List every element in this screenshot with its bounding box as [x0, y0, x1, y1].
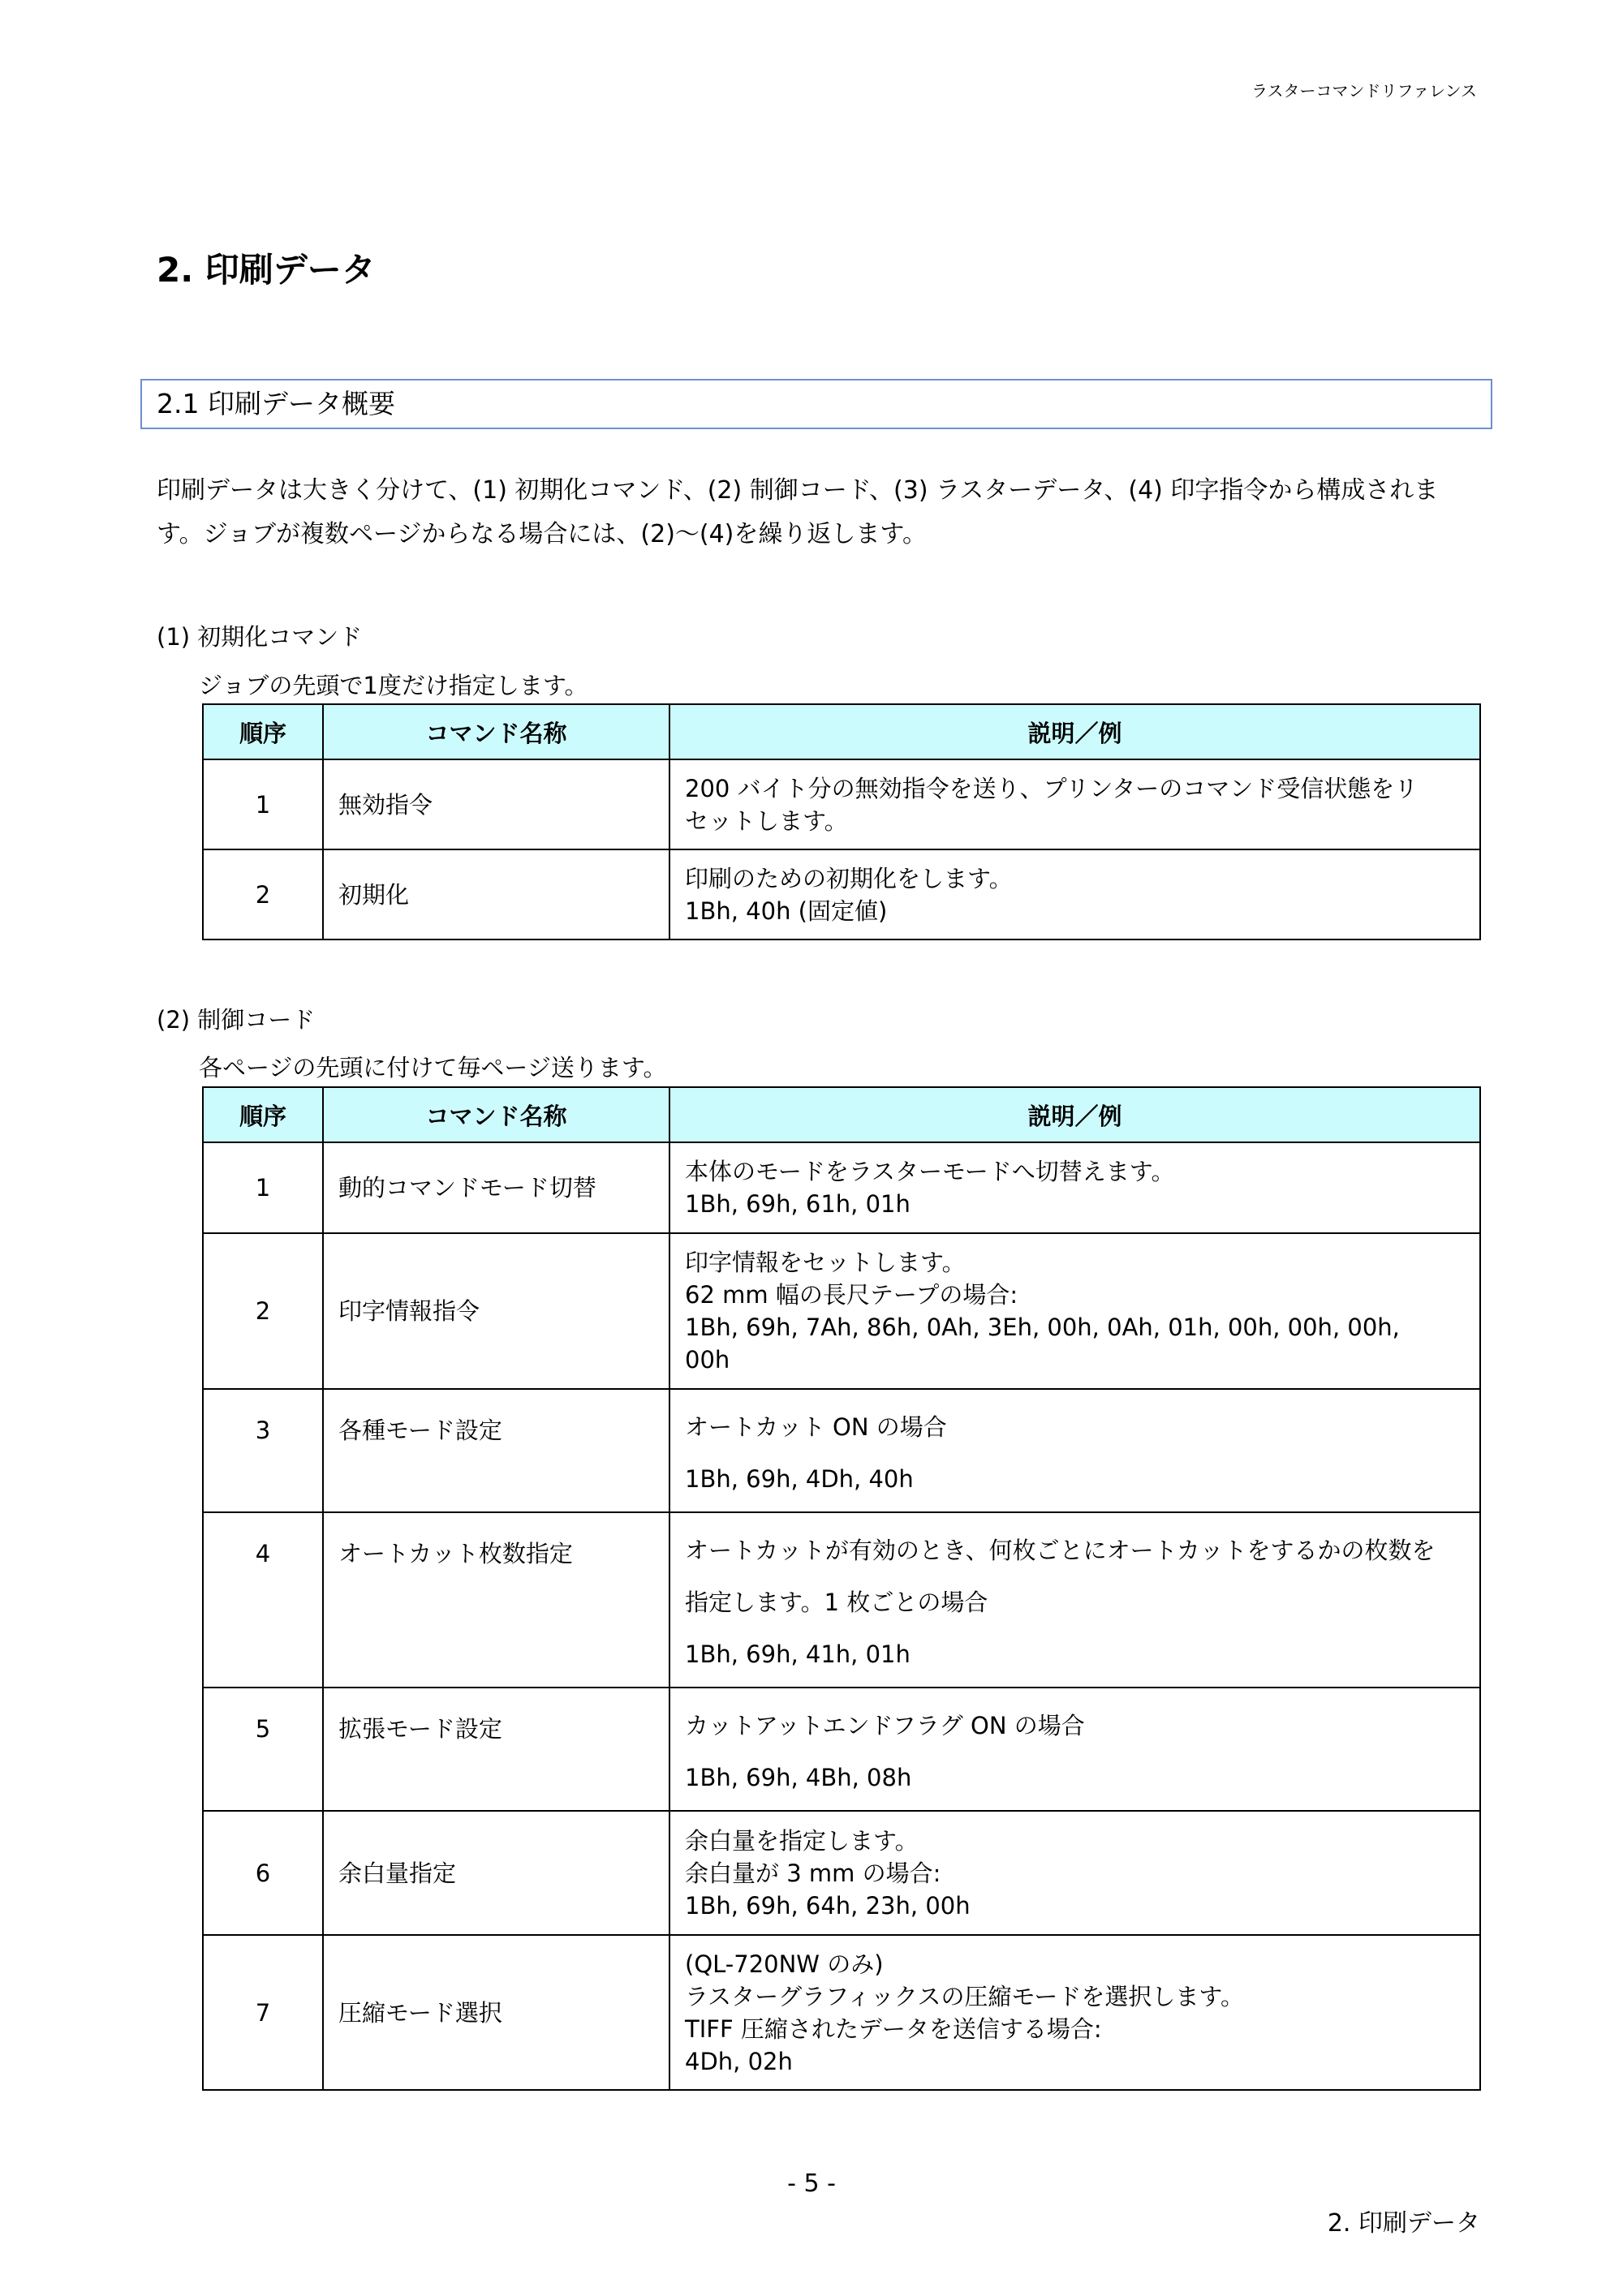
row-command-name: 印字情報指令 [323, 1233, 669, 1389]
part1-note: ジョブの先頭で1度だけ指定します。 [199, 672, 588, 699]
table-row [203, 1512, 1480, 1688]
row-number: 1 [203, 759, 323, 849]
row-description [669, 1389, 1480, 1512]
row-number: 2 [203, 1233, 323, 1389]
row-description [669, 849, 1480, 939]
row-number: 1 [203, 1142, 323, 1233]
desc-line: 1Bh, 69h, 7Ah, 86h, 0Ah, 3Eh, 00h, 0Ah, 01h, 00h, 00h, 00h, [685, 1314, 1400, 1341]
row-number: 4 [203, 1512, 323, 1688]
desc-line: 1Bh, 40h (固定値) [685, 896, 888, 925]
table-row [203, 1142, 1480, 1233]
part2-heading: (2) 制御コード [157, 1006, 316, 1034]
row-command-name: 各種モード設定 [323, 1389, 669, 1512]
col-header-desc: 説明／例 [669, 1087, 1480, 1142]
desc-line: 余白量が 3 mm の場合: [685, 1859, 941, 1887]
col-header-order: 順序 [203, 704, 323, 759]
row-description [669, 1512, 1480, 1688]
desc-line: 指定します。1 枚ごとの場合 [685, 1589, 988, 1616]
col-header-name: コマンド名称 [323, 1087, 669, 1142]
row-number: 7 [203, 1935, 323, 2090]
intro-paragraph [157, 469, 1496, 557]
desc-line: オートカット ON の場合 [685, 1413, 947, 1441]
row-description [669, 1688, 1480, 1811]
row-command-name: 初期化 [323, 849, 669, 939]
desc-line: セットします。 [685, 806, 848, 835]
intro-line: す。ジョブが複数ページからなる場合には、(2)〜(4)を繰り返します。 [157, 520, 927, 548]
desc-line: ラスターグラフィックスの圧縮モードを選択します。 [685, 1982, 1245, 2010]
table-row [203, 759, 1480, 849]
part2-note: 各ページの先頭に付けて毎ページ送ります。 [199, 1054, 667, 1081]
table-row [203, 849, 1480, 939]
row-command-name: オートカット枚数指定 [323, 1512, 669, 1688]
desc-line: 4Dh, 02h [685, 2047, 793, 2075]
desc-line: TIFF 圧縮されたデータを送信する場合: [685, 2014, 1102, 2043]
row-command-name: 拡張モード設定 [323, 1688, 669, 1811]
section-title: 2.1 印刷データ概要 [157, 388, 395, 419]
row-description [669, 759, 1480, 849]
intro-line: 印刷データは大きく分けて、(1) 初期化コマンド、(2) 制御コード、(3) ラスターデータ、(4) 印字指令から構成されま [157, 476, 1439, 505]
row-command-name: 無効指令 [323, 759, 669, 849]
desc-line: 200 バイト分の無効指令を送り、プリンターのコマンド受信状態をリ [685, 774, 1419, 802]
row-description [669, 1935, 1480, 2090]
desc-line: オートカットが有効のとき、何枚ごとにオートカットをするかの枚数を [685, 1537, 1436, 1564]
desc-line: 00h [685, 1346, 730, 1374]
table-header-row [203, 704, 1480, 759]
desc-line: 本体のモードをラスターモードへ切替えます。 [685, 1158, 1175, 1185]
desc-line: カットアットエンドフラグ ON の場合 [685, 1712, 1085, 1739]
row-command-name: 動的コマンドモード切替 [323, 1142, 669, 1233]
page-number: - 5 - [787, 2169, 836, 2198]
row-number: 2 [203, 849, 323, 939]
footer-chapter: 2. 印刷データ [1327, 2209, 1480, 2238]
row-description [669, 1811, 1480, 1935]
row-command-name: 余白量指定 [323, 1811, 669, 1935]
desc-line: 1Bh, 69h, 41h, 01h [685, 1640, 911, 1668]
row-description [669, 1142, 1480, 1233]
desc-line: 印刷のための初期化をします。 [685, 864, 1013, 892]
control-code-table [202, 1086, 1481, 2091]
desc-line: 1Bh, 69h, 61h, 01h [685, 1190, 911, 1218]
desc-line: 1Bh, 69h, 64h, 23h, 00h [685, 1891, 971, 1920]
row-number: 5 [203, 1688, 323, 1811]
desc-line: (QL-720NW のみ) [685, 1950, 884, 1978]
table-row [203, 1811, 1480, 1935]
col-header-name: コマンド名称 [323, 704, 669, 759]
table-row [203, 1389, 1480, 1512]
table-header-row [203, 1087, 1480, 1142]
row-description [669, 1233, 1480, 1389]
table-row [203, 1688, 1480, 1811]
running-header: ラスターコマンドリファレンス [1251, 81, 1477, 101]
init-command-table [202, 703, 1481, 940]
desc-line: 印字情報をセットします。 [685, 1249, 966, 1276]
table-row [203, 1233, 1480, 1389]
col-header-desc: 説明／例 [669, 704, 1480, 759]
row-command-name: 圧縮モード選択 [323, 1935, 669, 2090]
table-row [203, 1935, 1480, 2090]
row-number: 6 [203, 1811, 323, 1935]
desc-line: 1Bh, 69h, 4Bh, 08h [685, 1764, 912, 1791]
part1-heading: (1) 初期化コマンド [157, 623, 363, 651]
desc-line: 1Bh, 69h, 4Dh, 40h [685, 1465, 914, 1493]
desc-line: 62 mm 幅の長尺テープの場合: [685, 1281, 1018, 1309]
chapter-title: 2. 印刷データ [157, 250, 376, 290]
row-number: 3 [203, 1389, 323, 1512]
section-title-box [140, 379, 1492, 429]
desc-line: 余白量を指定します。 [685, 1826, 919, 1855]
col-header-order: 順序 [203, 1087, 323, 1142]
